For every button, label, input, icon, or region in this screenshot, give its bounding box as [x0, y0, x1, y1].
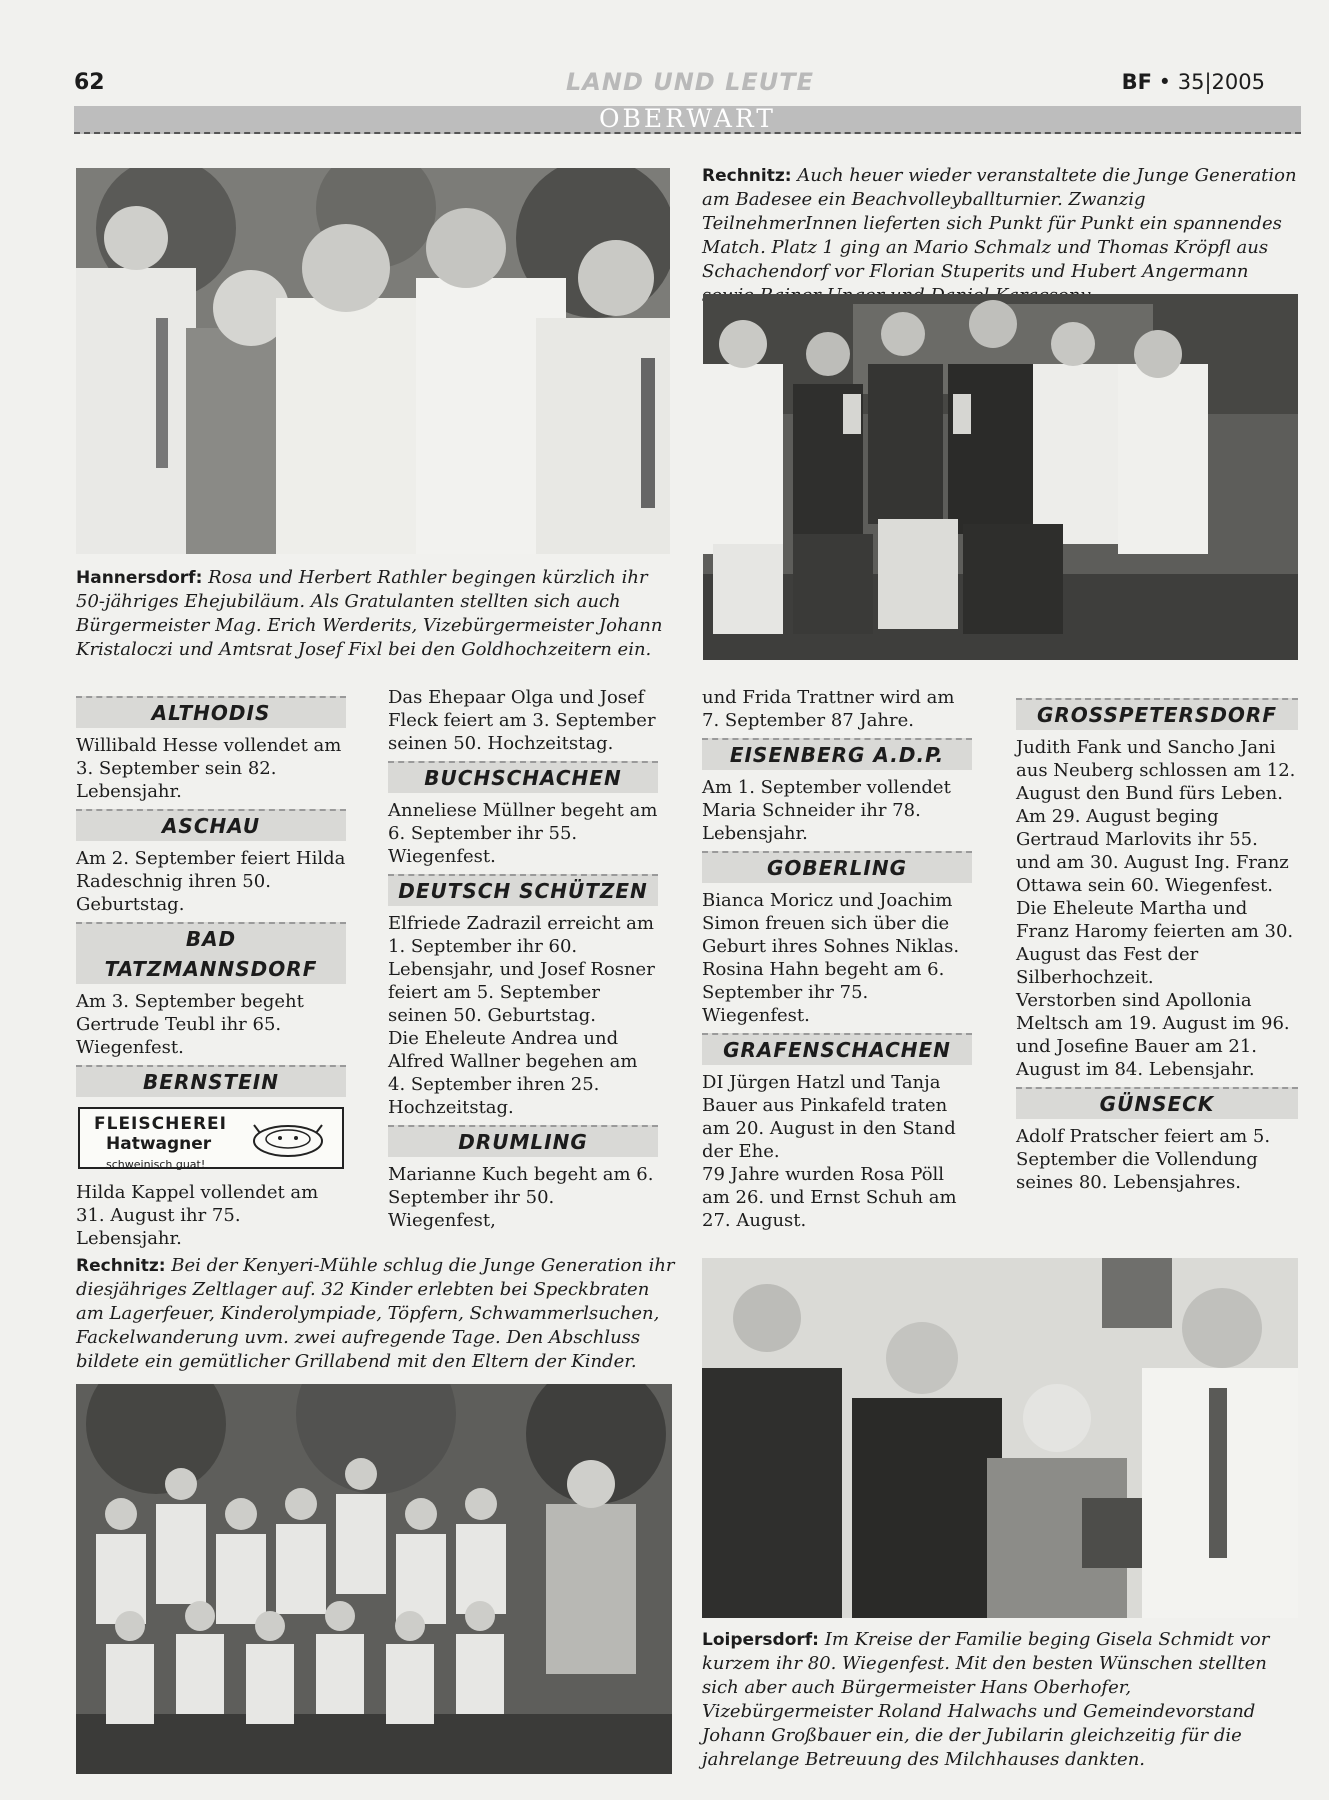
text-deutsch-schuetzen: Elfriede Zadrazil erreicht am 1. September ihr 60. Lebensjahr, und Josef Rosner feiert am 5. September seinen 50. Geburtstag. — [388, 913, 655, 1026]
caption-hannersdorf — [76, 566, 676, 662]
text-aschau: Am 2. September feiert Hilda Radeschnig ihren 50. Geburtstag. — [76, 848, 346, 915]
text-grosspetersdorf-4: Verstorben sind Apollonia Meltsch am 19. August im 96. und Josefine Bauer am 21. August im 84. Lebensjahr. — [1016, 990, 1290, 1080]
heading-althodis: ALTHODIS — [76, 696, 346, 728]
heading-eisenberg: EISENBERG A.D.P. — [702, 738, 972, 770]
text-grafenschachen-2: 79 Jahre wurden Rosa Pöll am 26. und Ernst Schuh am 27. August. — [702, 1164, 957, 1231]
text-guenseck: Adolf Pratscher feiert am 5. September die Vollendung seines 80. Lebensjahres. — [1016, 1126, 1271, 1193]
text-grosspetersdorf-3: Die Eheleute Martha und Franz Haromy feierten am 30. August das Fest der Silberhochzeit. — [1016, 898, 1294, 988]
pig-icon — [250, 1119, 326, 1159]
caption-text: Rosa und Herbert Rathler begingen kürzlich ihr 50-jähriges Ehejubiläum. Als Gratulanten stellten sich auch Bürgermeister Mag. Erich Werderits, Vizebürgermeister Johann Kristaloczi und Amtsrat Josef Fixl bei den Goldhochzeitern ein. — [76, 567, 663, 660]
text-grosspetersdorf: Judith Fank und Sancho Jani aus Neuberg schlossen am 12. August den Bund fürs Leben. — [1016, 737, 1296, 804]
text-eisenberg: Am 1. September vollendet Maria Schneider ihr 78. Lebensjahr. — [702, 777, 951, 844]
text-althodis: Willibald Hesse vollendet am 3. September sein 82. Lebensjahr. — [76, 735, 342, 802]
text-grosspetersdorf-2: Am 29. August beging Gertraud Marlovits ihr 55. und am 30. August Ing. Franz Ottawa sein 60. Wiegenfest. — [1016, 806, 1289, 896]
ad-line-1: FLEISCHEREI — [94, 1114, 227, 1134]
heading-bernstein: BERNSTEIN — [76, 1065, 346, 1097]
caption-text: Bei der Kenyeri-Mühle schlug die Junge Generation ihr diesjähriges Zeltlager auf. 32 Kinder erlebten bei Speckbraten am Lagerfeuer, Kinderolympiade, Töpfern, Schwammerlsuchen, Fackelwanderung uvm. zwei aufregende Tage. Den Abschluss bildete ein gemütlicher Grillabend mit den Eltern der Kinder. — [76, 1255, 675, 1372]
text-drumling: Marianne Kuch begeht am 6. September ihr 50. Wiegenfest, — [388, 1164, 654, 1231]
column-3 — [702, 686, 972, 1232]
photo-hannersdorf — [76, 168, 670, 554]
text-fleck: Das Ehepaar Olga und Josef Fleck feiert am 3. September seinen 50. Hochzeitstag. — [388, 687, 656, 754]
paper-name: BF — [1121, 70, 1152, 94]
separator-dot: • — [1158, 70, 1172, 94]
photo-rechnitz-camp — [76, 1384, 672, 1774]
text-buchschachen: Anneliese Müllner begeht am 6. September ihr 55. Wiegenfest. — [388, 800, 658, 867]
text-bad-tatzmannsdorf: Am 3. September begeht Gertrude Teubl ihr 65. Wiegenfest. — [76, 991, 304, 1058]
heading-grosspetersdorf: GROSSPETERSDORF — [1016, 698, 1298, 730]
caption-rechnitz-volleyball — [702, 164, 1302, 308]
ad-line-2: Hatwagner — [106, 1134, 212, 1154]
caption-text: Im Kreise der Familie beging Gisela Schmidt vor kurzem ihr 80. Wiegenfest. Mit den besten Wünschen stellten sich aber auch Bürgermeister Hans Oberhofer, Vizebürgermeister Roland Halwachs und Gemeindevorstand Johann Großbauer ein, die der Jubilarin gleichzeitig für die jahrelange Betreuung des Milchhauses dankten. — [702, 1629, 1270, 1770]
text-bernstein: Hilda Kappel vollendet am 31. August ihr 75. Lebensjahr. — [76, 1182, 319, 1249]
heading-buchschachen: BUCHSCHACHEN — [388, 761, 658, 793]
photo-loipersdorf — [702, 1258, 1298, 1618]
heading-bad-tatzmannsdorf: BAD TATZMANNSDORF — [76, 922, 346, 984]
issue-number: 35|2005 — [1177, 70, 1265, 94]
text-grafenschachen: DI Jürgen Hatzl und Tanja Bauer aus Pinkafeld traten am 20. August in den Stand der Ehe. — [702, 1072, 956, 1162]
heading-deutsch-schuetzen: DEUTSCH SCHÜTZEN — [388, 874, 658, 906]
heading-drumling: DRUMLING — [388, 1125, 658, 1157]
text-trattner: und Frida Trattner wird am 7. September 87 Jahre. — [702, 687, 955, 731]
region-bar — [74, 106, 1301, 134]
column-2 — [388, 686, 658, 1232]
heading-aschau: ASCHAU — [76, 809, 346, 841]
heading-grafenschachen: GRAFENSCHACHEN — [702, 1033, 972, 1065]
text-goberling: Bianca Moricz und Joachim Simon freuen sich über die Geburt ihres Sohnes Niklas. — [702, 890, 960, 957]
photo-rechnitz-volleyball — [703, 294, 1298, 660]
column-4 — [1016, 692, 1298, 1194]
heading-goberling: GOBERLING — [702, 851, 972, 883]
caption-loipersdorf — [702, 1628, 1302, 1772]
heading-guenseck: GÜNSECK — [1016, 1087, 1298, 1119]
region-title: OBERWART — [599, 104, 776, 133]
section-title: LAND UND LEUTE — [565, 68, 815, 96]
caption-text: Auch heuer wieder veranstaltete die Junge Generation am Badesee ein Beachvolleyballturnier. Zwanzig TeilnehmerInnen lieferten sich Punkt für Punkt ein spannendes Match. Platz 1 ging an Mario Schmalz und Thomas Kröpfl aus Schachendorf vor Florian Stuperits und Hubert Angermann — [702, 165, 1297, 282]
caption-rechnitz-camp — [76, 1254, 676, 1374]
caption-place: Rechnitz: — [76, 1256, 166, 1276]
column-1 — [76, 690, 346, 1250]
text-goberling-2: Rosina Hahn begeht am 6. September ihr 75. Wiegenfest. — [702, 959, 945, 1026]
caption-place: Loipersdorf: — [702, 1630, 819, 1650]
ad-line-3: schweinisch guat! — [106, 1158, 206, 1171]
caption-place: Hannersdorf: — [76, 568, 203, 588]
caption-place: Rechnitz: — [702, 166, 792, 186]
page-number: 62 — [74, 70, 105, 95]
text-deutsch-schuetzen-2: Die Eheleute Andrea und Alfred Wallner begehen am 4. September ihren 25. Hochzeitstag. — [388, 1028, 638, 1118]
ad-fleischerei — [78, 1107, 344, 1169]
issue-info — [1122, 70, 1265, 94]
